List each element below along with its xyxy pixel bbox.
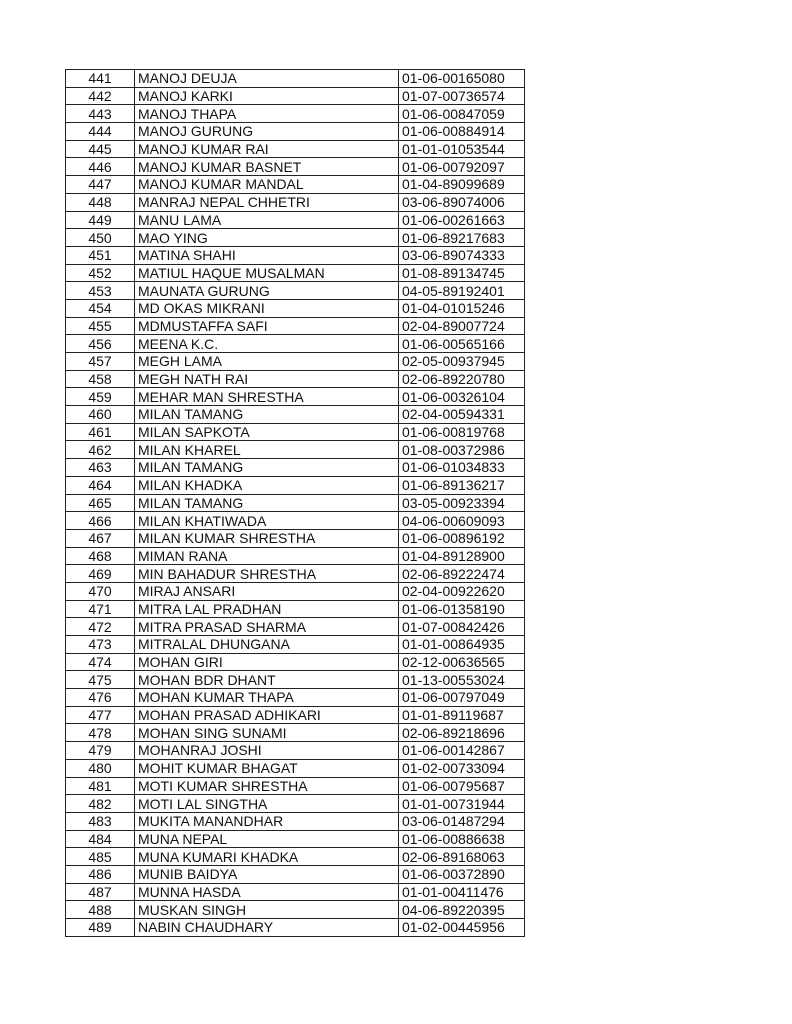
id-number-cell: 01-04-89099689 (399, 176, 525, 194)
table-row (66, 70, 525, 88)
id-number-cell: 01-06-89217683 (399, 229, 525, 247)
name-cell: MILAN KHATIWADA (135, 512, 399, 530)
id-number-cell: 01-06-00847059 (399, 105, 525, 123)
name-cell: MUKITA MANANDHAR (135, 812, 399, 830)
name-cell: MAO YING (135, 229, 399, 247)
table-row (66, 706, 525, 724)
id-number-cell: 01-08-00372986 (399, 441, 525, 459)
name-cell: MEHAR MAN SHRESTHA (135, 388, 399, 406)
serial-number-cell: 476 (66, 689, 135, 707)
id-number-cell: 04-06-00609093 (399, 512, 525, 530)
id-number-cell: 02-04-00922620 (399, 582, 525, 600)
serial-number-cell: 450 (66, 229, 135, 247)
name-cell: MITRALAL DHUNGANA (135, 636, 399, 654)
name-cell: MANOJ KARKI (135, 87, 399, 105)
table-row (66, 865, 525, 883)
serial-number-cell: 488 (66, 901, 135, 919)
name-cell: MILAN SAPKOTA (135, 423, 399, 441)
id-number-cell: 01-06-01358190 (399, 600, 525, 618)
table-row (66, 777, 525, 795)
name-cell: MOHAN SING SUNAMI (135, 724, 399, 742)
serial-number-cell: 461 (66, 423, 135, 441)
serial-number-cell: 485 (66, 848, 135, 866)
id-number-cell: 02-06-89168063 (399, 848, 525, 866)
table-row (66, 618, 525, 636)
id-number-cell: 01-06-00819768 (399, 423, 525, 441)
name-cell: MUSKAN SINGH (135, 901, 399, 919)
table-row (66, 883, 525, 901)
name-cell: MILAN TAMANG (135, 406, 399, 424)
table-row (66, 317, 525, 335)
id-number-cell: 02-06-89218696 (399, 724, 525, 742)
id-number-cell: 02-05-00937945 (399, 353, 525, 371)
name-cell: MILAN TAMANG (135, 494, 399, 512)
name-cell: MIN BAHADUR SHRESTHA (135, 565, 399, 583)
table-row (66, 388, 525, 406)
name-cell: MUNA NEPAL (135, 830, 399, 848)
table-row (66, 193, 525, 211)
serial-number-cell: 455 (66, 317, 135, 335)
table-row (66, 759, 525, 777)
name-cell: MOHAN BDR DHANT (135, 671, 399, 689)
serial-number-cell: 458 (66, 370, 135, 388)
id-number-cell: 02-06-89222474 (399, 565, 525, 583)
serial-number-cell: 460 (66, 406, 135, 424)
serial-number-cell: 443 (66, 105, 135, 123)
id-number-cell: 01-04-01015246 (399, 299, 525, 317)
serial-number-cell: 470 (66, 582, 135, 600)
serial-number-cell: 479 (66, 742, 135, 760)
name-cell: MOTI KUMAR SHRESTHA (135, 777, 399, 795)
name-cell: MILAN KHAREL (135, 441, 399, 459)
serial-number-cell: 481 (66, 777, 135, 795)
serial-number-cell: 486 (66, 865, 135, 883)
name-cell: MATIUL HAQUE MUSALMAN (135, 264, 399, 282)
table-row (66, 636, 525, 654)
serial-number-cell: 463 (66, 459, 135, 477)
table-row (66, 600, 525, 618)
serial-number-cell: 449 (66, 211, 135, 229)
id-number-cell: 01-06-00795687 (399, 777, 525, 795)
name-cell: MUNIB BAIDYA (135, 865, 399, 883)
name-cell: MOHIT KUMAR BHAGAT (135, 759, 399, 777)
id-number-cell: 01-06-89136217 (399, 476, 525, 494)
table-row (66, 282, 525, 300)
name-cell: MITRA LAL PRADHAN (135, 600, 399, 618)
id-number-cell: 01-01-00864935 (399, 636, 525, 654)
serial-number-cell: 475 (66, 671, 135, 689)
name-cell: MANRAJ NEPAL CHHETRI (135, 193, 399, 211)
serial-number-cell: 447 (66, 176, 135, 194)
table-row (66, 423, 525, 441)
table-row (66, 582, 525, 600)
id-number-cell: 01-04-89128900 (399, 547, 525, 565)
id-number-cell: 01-06-01034833 (399, 459, 525, 477)
serial-number-cell: 469 (66, 565, 135, 583)
table-row (66, 812, 525, 830)
name-cell: MIMAN RANA (135, 547, 399, 565)
serial-number-cell: 474 (66, 653, 135, 671)
id-number-cell: 01-06-00886638 (399, 830, 525, 848)
table-row (66, 476, 525, 494)
serial-number-cell: 484 (66, 830, 135, 848)
serial-number-cell: 459 (66, 388, 135, 406)
name-cell: MILAN KHADKA (135, 476, 399, 494)
id-number-cell: 01-02-00733094 (399, 759, 525, 777)
name-cell: MITRA PRASAD SHARMA (135, 618, 399, 636)
serial-number-cell: 448 (66, 193, 135, 211)
id-number-cell: 01-01-89119687 (399, 706, 525, 724)
id-number-cell: 03-05-00923394 (399, 494, 525, 512)
id-number-cell: 04-05-89192401 (399, 282, 525, 300)
serial-number-cell: 456 (66, 335, 135, 353)
id-number-cell: 01-07-00736574 (399, 87, 525, 105)
serial-number-cell: 453 (66, 282, 135, 300)
id-number-cell: 01-13-00553024 (399, 671, 525, 689)
serial-number-cell: 477 (66, 706, 135, 724)
id-number-cell: 01-06-00165080 (399, 70, 525, 88)
table-row (66, 830, 525, 848)
table-row (66, 742, 525, 760)
serial-number-cell: 482 (66, 795, 135, 813)
id-number-cell: 01-06-00142867 (399, 742, 525, 760)
id-number-cell: 03-06-89074333 (399, 246, 525, 264)
table-row (66, 335, 525, 353)
name-cell: MEGH NATH RAI (135, 370, 399, 388)
table-row (66, 565, 525, 583)
table-row (66, 140, 525, 158)
name-cell: MANOJ GURUNG (135, 123, 399, 141)
name-cell: MANOJ THAPA (135, 105, 399, 123)
name-cell: MOTI LAL SINGTHA (135, 795, 399, 813)
id-number-cell: 03-06-89074006 (399, 193, 525, 211)
table-row (66, 459, 525, 477)
id-number-cell: 01-01-01053544 (399, 140, 525, 158)
serial-number-cell: 462 (66, 441, 135, 459)
id-number-cell: 01-06-00326104 (399, 388, 525, 406)
name-cell: MANOJ DEUJA (135, 70, 399, 88)
serial-number-cell: 451 (66, 246, 135, 264)
table-row (66, 441, 525, 459)
serial-number-cell: 446 (66, 158, 135, 176)
table-row (66, 901, 525, 919)
serial-number-cell: 473 (66, 636, 135, 654)
id-number-cell: 02-06-89220780 (399, 370, 525, 388)
roster-table-body (66, 70, 525, 937)
table-row (66, 264, 525, 282)
name-cell: MANOJ KUMAR BASNET (135, 158, 399, 176)
name-cell: MOHAN GIRI (135, 653, 399, 671)
name-cell: MOHAN KUMAR THAPA (135, 689, 399, 707)
id-number-cell: 01-06-00565166 (399, 335, 525, 353)
id-number-cell: 01-02-00445956 (399, 919, 525, 937)
table-row (66, 512, 525, 530)
serial-number-cell: 454 (66, 299, 135, 317)
id-number-cell: 01-06-00792097 (399, 158, 525, 176)
name-cell: MILAN TAMANG (135, 459, 399, 477)
id-number-cell: 01-07-00842426 (399, 618, 525, 636)
table-row (66, 229, 525, 247)
serial-number-cell: 472 (66, 618, 135, 636)
serial-number-cell: 444 (66, 123, 135, 141)
name-cell: MATINA SHAHI (135, 246, 399, 264)
table-row (66, 795, 525, 813)
serial-number-cell: 457 (66, 353, 135, 371)
id-number-cell: 01-06-00884914 (399, 123, 525, 141)
serial-number-cell: 465 (66, 494, 135, 512)
roster-table (65, 69, 525, 937)
name-cell: MANU LAMA (135, 211, 399, 229)
name-cell: MUNNA HASDA (135, 883, 399, 901)
id-number-cell: 02-04-00594331 (399, 406, 525, 424)
table-row (66, 87, 525, 105)
serial-number-cell: 467 (66, 529, 135, 547)
table-row (66, 123, 525, 141)
serial-number-cell: 489 (66, 919, 135, 937)
id-number-cell: 02-12-00636565 (399, 653, 525, 671)
serial-number-cell: 471 (66, 600, 135, 618)
id-number-cell: 01-08-89134745 (399, 264, 525, 282)
id-number-cell: 01-06-00797049 (399, 689, 525, 707)
table-row (66, 547, 525, 565)
serial-number-cell: 478 (66, 724, 135, 742)
table-row (66, 529, 525, 547)
table-row (66, 353, 525, 371)
table-row (66, 494, 525, 512)
table-row (66, 724, 525, 742)
name-cell: MEGH LAMA (135, 353, 399, 371)
serial-number-cell: 468 (66, 547, 135, 565)
table-row (66, 105, 525, 123)
name-cell: MEENA K.C. (135, 335, 399, 353)
table-row (66, 653, 525, 671)
id-number-cell: 01-01-00731944 (399, 795, 525, 813)
id-number-cell: 01-06-00896192 (399, 529, 525, 547)
name-cell: NABIN CHAUDHARY (135, 919, 399, 937)
name-cell: MANOJ KUMAR RAI (135, 140, 399, 158)
name-cell: MD OKAS MIKRANI (135, 299, 399, 317)
name-cell: MANOJ KUMAR MANDAL (135, 176, 399, 194)
serial-number-cell: 445 (66, 140, 135, 158)
serial-number-cell: 466 (66, 512, 135, 530)
id-number-cell: 04-06-89220395 (399, 901, 525, 919)
name-cell: MAUNATA GURUNG (135, 282, 399, 300)
serial-number-cell: 441 (66, 70, 135, 88)
serial-number-cell: 464 (66, 476, 135, 494)
name-cell: MOHAN PRASAD ADHIKARI (135, 706, 399, 724)
name-cell: MIRAJ ANSARI (135, 582, 399, 600)
name-cell: MDMUSTAFFA SAFI (135, 317, 399, 335)
table-row (66, 406, 525, 424)
serial-number-cell: 442 (66, 87, 135, 105)
serial-number-cell: 452 (66, 264, 135, 282)
table-row (66, 246, 525, 264)
table-row (66, 211, 525, 229)
table-row (66, 919, 525, 937)
id-number-cell: 01-06-00261663 (399, 211, 525, 229)
table-row (66, 671, 525, 689)
name-cell: MUNA KUMARI KHADKA (135, 848, 399, 866)
serial-number-cell: 487 (66, 883, 135, 901)
serial-number-cell: 483 (66, 812, 135, 830)
serial-number-cell: 480 (66, 759, 135, 777)
table-row (66, 848, 525, 866)
id-number-cell: 03-06-01487294 (399, 812, 525, 830)
table-row (66, 176, 525, 194)
id-number-cell: 02-04-89007724 (399, 317, 525, 335)
table-row (66, 158, 525, 176)
table-row (66, 370, 525, 388)
table-row (66, 299, 525, 317)
table-row (66, 689, 525, 707)
id-number-cell: 01-06-00372890 (399, 865, 525, 883)
id-number-cell: 01-01-00411476 (399, 883, 525, 901)
name-cell: MILAN KUMAR SHRESTHA (135, 529, 399, 547)
name-cell: MOHANRAJ JOSHI (135, 742, 399, 760)
